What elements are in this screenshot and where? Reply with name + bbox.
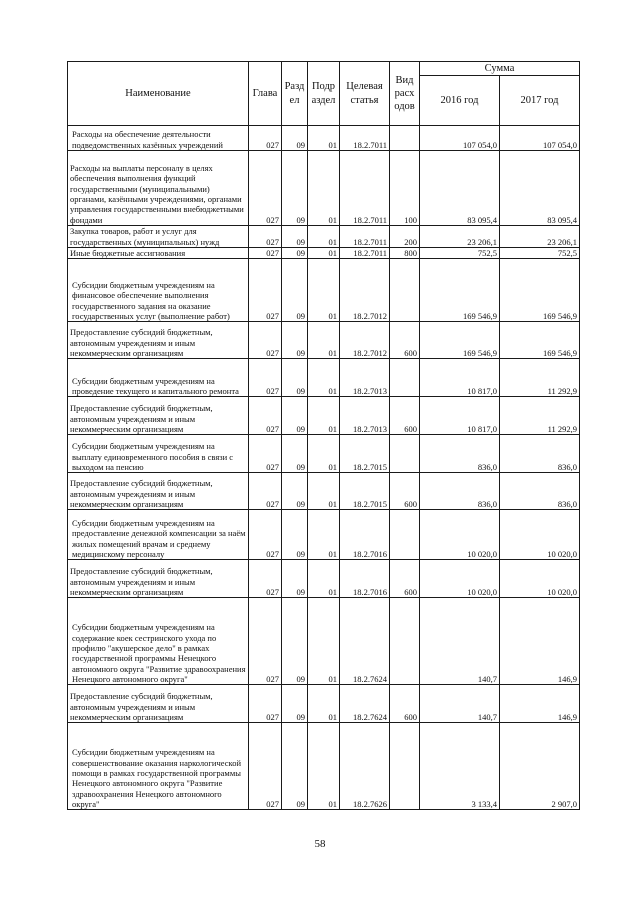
row-razdel: 09 <box>282 598 308 685</box>
row-celevaya: 18.2.7624 <box>340 598 390 685</box>
row-razdel: 09 <box>282 510 308 560</box>
row-razdel: 09 <box>282 560 308 598</box>
row-razdel: 09 <box>282 322 308 359</box>
row-podrazdel: 01 <box>308 151 340 226</box>
row-celevaya: 18.2.7012 <box>340 259 390 322</box>
row-2017: 11 292,9 <box>500 359 580 397</box>
row-2017: 10 020,0 <box>500 510 580 560</box>
row-2017: 169 546,9 <box>500 322 580 359</box>
row-2016: 10 817,0 <box>420 359 500 397</box>
row-2017: 146,9 <box>500 685 580 723</box>
row-name: Предоставление субсидий бюджетным, автономным учреждениям и иным некоммерческим организациям <box>68 322 249 359</box>
row-razdel: 09 <box>282 359 308 397</box>
row-glava: 027 <box>249 473 282 510</box>
row-vid <box>390 723 420 810</box>
header-glava: Глава <box>249 62 282 126</box>
row-2016: 169 546,9 <box>420 259 500 322</box>
header-celevaya: Целевая статья <box>340 62 390 126</box>
row-2016: 83 095,4 <box>420 151 500 226</box>
row-vid <box>390 598 420 685</box>
row-vid: 600 <box>390 685 420 723</box>
row-name: Субсидии бюджетным учреждениям на содержание коек сестринского ухода по профилю "акушерское дело" в рамках государственной программы Ненецкого автономного округа "Развитие здравоохранения Ненецкого автономного округа" <box>68 598 249 685</box>
row-razdel: 09 <box>282 685 308 723</box>
header-2017: 2017 год <box>500 76 580 126</box>
header-2016: 2016 год <box>420 76 500 126</box>
row-glava: 027 <box>249 359 282 397</box>
row-podrazdel: 01 <box>308 723 340 810</box>
row-2016: 752,5 <box>420 248 500 259</box>
row-2017: 107 054,0 <box>500 126 580 151</box>
table-row <box>68 560 580 598</box>
row-2016: 10 020,0 <box>420 560 500 598</box>
row-glava: 027 <box>249 151 282 226</box>
table-row <box>68 359 580 397</box>
row-name: Субсидии бюджетным учреждениям на финансовое обеспечение выполнения государственного задания на оказание государственных услуг (выполнение работ) <box>68 259 249 322</box>
row-podrazdel: 01 <box>308 510 340 560</box>
row-celevaya: 18.2.7015 <box>340 435 390 473</box>
row-name: Закупка товаров, работ и услуг для государственных (муниципальных) нужд <box>68 226 249 248</box>
row-podrazdel: 01 <box>308 359 340 397</box>
row-podrazdel: 01 <box>308 397 340 435</box>
row-podrazdel: 01 <box>308 248 340 259</box>
row-vid: 600 <box>390 397 420 435</box>
row-2017: 10 020,0 <box>500 560 580 598</box>
row-razdel: 09 <box>282 473 308 510</box>
row-vid <box>390 259 420 322</box>
row-celevaya: 18.2.7624 <box>340 685 390 723</box>
row-2016: 836,0 <box>420 473 500 510</box>
row-vid: 600 <box>390 473 420 510</box>
row-celevaya: 18.2.7013 <box>340 397 390 435</box>
row-celevaya: 18.2.7011 <box>340 226 390 248</box>
row-glava: 027 <box>249 560 282 598</box>
row-2016: 140,7 <box>420 598 500 685</box>
row-glava: 027 <box>249 435 282 473</box>
row-name: Субсидии бюджетным учреждениям на совершенствование оказания наркологической помощи в рамках государственной программы Ненецкого автономного округа "Развитие здравоохранения Ненецкого автономного округа" <box>68 723 249 810</box>
row-vid: 600 <box>390 560 420 598</box>
row-name: Субсидии бюджетным учреждениям на проведение текущего и капитального ремонта <box>68 359 249 397</box>
row-razdel: 09 <box>282 126 308 151</box>
table-row <box>68 248 580 259</box>
row-2016: 140,7 <box>420 685 500 723</box>
row-glava: 027 <box>249 397 282 435</box>
row-2016: 3 133,4 <box>420 723 500 810</box>
header-name: Наименование <box>68 62 249 126</box>
row-vid: 800 <box>390 248 420 259</box>
row-2016: 836,0 <box>420 435 500 473</box>
header-summa: Сумма <box>420 62 580 76</box>
table-row <box>68 126 580 151</box>
header-podrazdel: Подр аздел <box>308 62 340 126</box>
row-2016: 23 206,1 <box>420 226 500 248</box>
row-razdel: 09 <box>282 248 308 259</box>
table-row <box>68 151 580 226</box>
row-podrazdel: 01 <box>308 560 340 598</box>
row-podrazdel: 01 <box>308 473 340 510</box>
row-vid <box>390 359 420 397</box>
row-razdel: 09 <box>282 723 308 810</box>
row-name: Иные бюджетные ассигнования <box>68 248 249 259</box>
row-glava: 027 <box>249 226 282 248</box>
row-glava: 027 <box>249 126 282 151</box>
row-name: Предоставление субсидий бюджетным, автономным учреждениям и иным некоммерческим организациям <box>68 397 249 435</box>
budget-table <box>67 61 580 810</box>
row-2016: 10 817,0 <box>420 397 500 435</box>
row-2017: 752,5 <box>500 248 580 259</box>
row-2017: 836,0 <box>500 473 580 510</box>
table-row <box>68 435 580 473</box>
row-celevaya: 18.2.7013 <box>340 359 390 397</box>
row-2017: 2 907,0 <box>500 723 580 810</box>
table-row <box>68 226 580 248</box>
row-glava: 027 <box>249 322 282 359</box>
row-2017: 836,0 <box>500 435 580 473</box>
row-2016: 10 020,0 <box>420 510 500 560</box>
row-podrazdel: 01 <box>308 435 340 473</box>
row-name: Субсидии бюджетным учреждениям на предоставление денежной компенсации за наём жилых помещений врачам и среднему медицинскому персоналу <box>68 510 249 560</box>
table-row <box>68 473 580 510</box>
row-podrazdel: 01 <box>308 322 340 359</box>
row-glava: 027 <box>249 248 282 259</box>
table-row <box>68 259 580 322</box>
row-razdel: 09 <box>282 397 308 435</box>
row-celevaya: 18.2.7016 <box>340 560 390 598</box>
row-celevaya: 18.2.7016 <box>340 510 390 560</box>
row-2017: 146,9 <box>500 598 580 685</box>
row-name: Расходы на обеспечение деятельности подведомственных казённых учреждений <box>68 126 249 151</box>
row-glava: 027 <box>249 598 282 685</box>
row-name: Предоставление субсидий бюджетным, автономным учреждениям и иным некоммерческим организациям <box>68 685 249 723</box>
row-2017: 83 095,4 <box>500 151 580 226</box>
row-razdel: 09 <box>282 435 308 473</box>
row-2016: 107 054,0 <box>420 126 500 151</box>
row-2017: 23 206,1 <box>500 226 580 248</box>
row-celevaya: 18.2.7011 <box>340 248 390 259</box>
row-celevaya: 18.2.7012 <box>340 322 390 359</box>
table-row <box>68 598 580 685</box>
header-razdel: Разд ел <box>282 62 308 126</box>
row-name: Предоставление субсидий бюджетным, автономным учреждениям и иным некоммерческим организациям <box>68 473 249 510</box>
row-celevaya: 18.2.7011 <box>340 126 390 151</box>
row-celevaya: 18.2.7011 <box>340 151 390 226</box>
row-vid: 100 <box>390 151 420 226</box>
row-glava: 027 <box>249 723 282 810</box>
row-vid: 200 <box>390 226 420 248</box>
row-podrazdel: 01 <box>308 598 340 685</box>
table-row <box>68 685 580 723</box>
header-row-top <box>68 62 580 76</box>
table-row <box>68 322 580 359</box>
row-vid <box>390 510 420 560</box>
row-vid <box>390 126 420 151</box>
row-2016: 169 546,9 <box>420 322 500 359</box>
page-number: 58 <box>314 838 326 850</box>
row-vid: 600 <box>390 322 420 359</box>
row-podrazdel: 01 <box>308 126 340 151</box>
row-celevaya: 18.2.7626 <box>340 723 390 810</box>
row-vid <box>390 435 420 473</box>
row-razdel: 09 <box>282 259 308 322</box>
row-name: Субсидии бюджетным учреждениям на выплату единовременного пособия в связи с выходом на пенсию <box>68 435 249 473</box>
table-row <box>68 510 580 560</box>
row-name: Предоставление субсидий бюджетным, автономным учреждениям и иным некоммерческим организациям <box>68 560 249 598</box>
row-name: Расходы на выплаты персоналу в целях обеспечения выполнения функций государственными (муниципальными) органами, казёнными учреждениями, органами управления государственными внебюджетными фондами <box>68 151 249 226</box>
row-podrazdel: 01 <box>308 226 340 248</box>
table-row <box>68 397 580 435</box>
row-razdel: 09 <box>282 151 308 226</box>
row-podrazdel: 01 <box>308 685 340 723</box>
header-vid: Вид расх одов <box>390 62 420 126</box>
row-podrazdel: 01 <box>308 259 340 322</box>
row-celevaya: 18.2.7015 <box>340 473 390 510</box>
row-2017: 169 546,9 <box>500 259 580 322</box>
table-row <box>68 723 580 810</box>
row-razdel: 09 <box>282 226 308 248</box>
row-2017: 11 292,9 <box>500 397 580 435</box>
row-glava: 027 <box>249 685 282 723</box>
row-glava: 027 <box>249 510 282 560</box>
row-glava: 027 <box>249 259 282 322</box>
